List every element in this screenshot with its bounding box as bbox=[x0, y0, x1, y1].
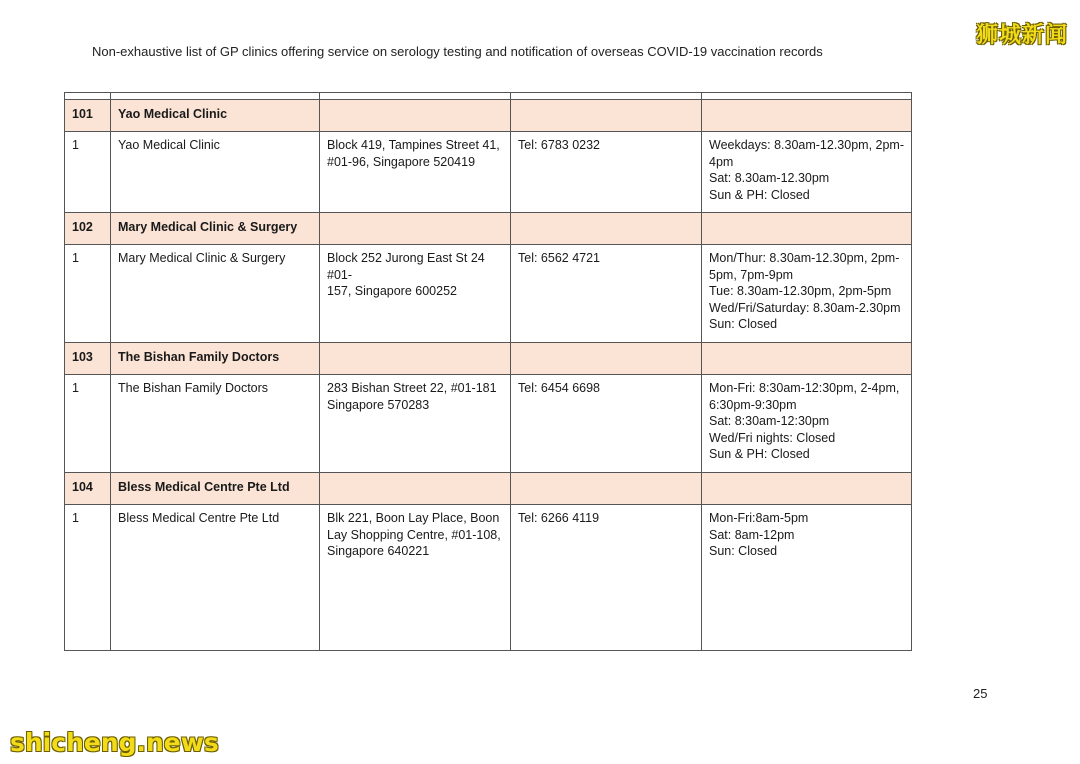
spacer-cell bbox=[511, 93, 702, 100]
group-empty-cell bbox=[702, 213, 912, 245]
group-empty-cell bbox=[702, 343, 912, 375]
spacer-cell bbox=[320, 93, 511, 100]
group-empty-cell bbox=[320, 473, 511, 505]
group-empty-cell bbox=[320, 343, 511, 375]
entry-index: 1 bbox=[65, 132, 111, 213]
group-number: 103 bbox=[65, 343, 111, 375]
group-name: Mary Medical Clinic & Surgery bbox=[111, 213, 320, 245]
entry-clinic-name: Mary Medical Clinic & Surgery bbox=[111, 245, 320, 343]
entry-hours: Mon/Thur: 8.30am-12.30pm, 2pm- 5pm, 7pm-9pm Tue: 8.30am-12.30pm, 2pm-5pm Wed/Fri/Saturday: 8.30am-2.30pm Sun: Closed bbox=[702, 245, 912, 343]
group-empty-cell bbox=[702, 100, 912, 132]
entry-phone: Tel: 6783 0232 bbox=[511, 132, 702, 213]
spacer-cell bbox=[65, 93, 111, 100]
entry-address: Blk 221, Boon Lay Place, Boon Lay Shopping Centre, #01-108, Singapore 640221 bbox=[320, 505, 511, 651]
entry-clinic-name: Yao Medical Clinic bbox=[111, 132, 320, 213]
group-empty-cell bbox=[320, 213, 511, 245]
watermark-logo-en: shicheng.news bbox=[10, 728, 219, 757]
table-header-spacer bbox=[65, 93, 912, 100]
clinic-entry-row bbox=[65, 132, 912, 213]
clinic-group-row bbox=[65, 473, 912, 505]
group-empty-cell bbox=[511, 343, 702, 375]
clinic-table bbox=[64, 92, 912, 651]
entry-hours: Weekdays: 8.30am-12.30pm, 2pm- 4pm Sat: 8.30am-12.30pm Sun & PH: Closed bbox=[702, 132, 912, 213]
entry-index: 1 bbox=[65, 245, 111, 343]
entry-address: 283 Bishan Street 22, #01-181 Singapore 570283 bbox=[320, 375, 511, 473]
watermark-logo-cn: 狮城新闻 bbox=[975, 23, 1068, 48]
group-empty-cell bbox=[320, 100, 511, 132]
document-title: Non-exhaustive list of GP clinics offering service on serology testing and notification of overseas COVID-19 vaccination records bbox=[92, 44, 823, 59]
clinic-group-row bbox=[65, 100, 912, 132]
entry-clinic-name: Bless Medical Centre Pte Ltd bbox=[111, 505, 320, 651]
entry-hours: Mon-Fri: 8:30am-12:30pm, 2-4pm, 6:30pm-9:30pm Sat: 8:30am-12:30pm Wed/Fri nights: Closed Sun & PH: Closed bbox=[702, 375, 912, 473]
entry-phone: Tel: 6562 4721 bbox=[511, 245, 702, 343]
group-name: The Bishan Family Doctors bbox=[111, 343, 320, 375]
group-empty-cell bbox=[511, 473, 702, 505]
group-name: Bless Medical Centre Pte Ltd bbox=[111, 473, 320, 505]
entry-phone: Tel: 6266 4119 bbox=[511, 505, 702, 651]
spacer-cell bbox=[702, 93, 912, 100]
group-empty-cell bbox=[511, 100, 702, 132]
group-empty-cell bbox=[511, 213, 702, 245]
clinic-group-row bbox=[65, 343, 912, 375]
group-number: 102 bbox=[65, 213, 111, 245]
page-number: 25 bbox=[973, 686, 988, 701]
entry-index: 1 bbox=[65, 375, 111, 473]
spacer-cell bbox=[111, 93, 320, 100]
entry-phone: Tel: 6454 6698 bbox=[511, 375, 702, 473]
group-number: 101 bbox=[65, 100, 111, 132]
entry-address: Block 252 Jurong East St 24 #01- 157, Singapore 600252 bbox=[320, 245, 511, 343]
clinic-entry-row bbox=[65, 505, 912, 651]
clinic-entry-row bbox=[65, 245, 912, 343]
group-empty-cell bbox=[702, 473, 912, 505]
group-number: 104 bbox=[65, 473, 111, 505]
group-name: Yao Medical Clinic bbox=[111, 100, 320, 132]
entry-address: Block 419, Tampines Street 41, #01-96, Singapore 520419 bbox=[320, 132, 511, 213]
entry-index: 1 bbox=[65, 505, 111, 651]
clinic-group-row bbox=[65, 213, 912, 245]
entry-hours: Mon-Fri:8am-5pm Sat: 8am-12pm Sun: Closed bbox=[702, 505, 912, 651]
clinic-entry-row bbox=[65, 375, 912, 473]
entry-clinic-name: The Bishan Family Doctors bbox=[111, 375, 320, 473]
